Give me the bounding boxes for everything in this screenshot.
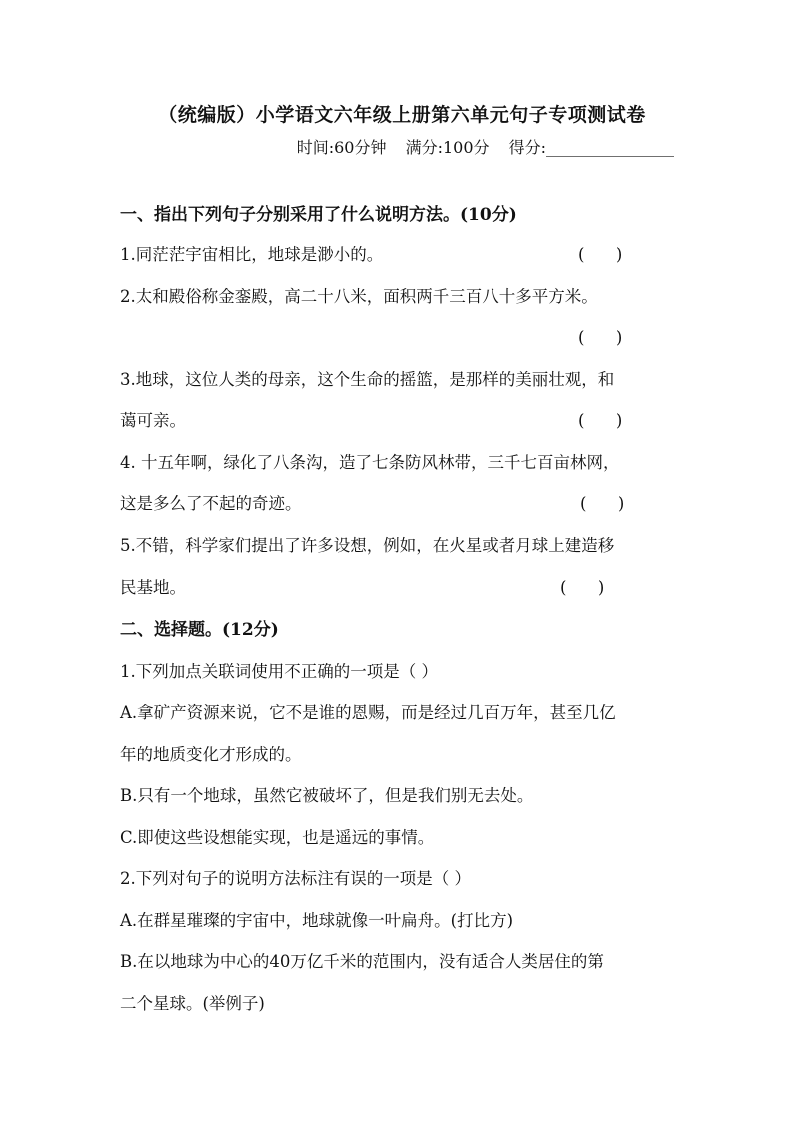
s2-question-1: 1.下列加点关联词使用不正确的一项是（ ） <box>120 662 438 681</box>
page-title: （统编版）小学语文六年级上册第六单元句子专项测试卷 <box>158 104 646 126</box>
s1-question-5-line1: 5.不错，科学家们提出了许多设想，例如，在火星或者月球上建造移 <box>120 536 615 555</box>
s2-q1-option-c: C.即使这些设想能实现，也是遥远的事情。 <box>120 828 435 847</box>
s1-question-1: 1.同茫茫宇宙相比，地球是渺小的。 <box>120 245 384 264</box>
s2-q1-option-b: B.只有一个地球，虽然它被破坏了，但是我们别无去处。 <box>120 786 534 805</box>
full-score: 满分:100分 <box>405 138 490 157</box>
s1-question-5-line2: 民基地。 <box>120 578 186 597</box>
s1-q1-answer-blank: ( ) <box>578 245 623 264</box>
s1-question-4-line1: 4. 十五年啊，绿化了八条沟，造了七条防风林带，三千七百亩林网， <box>120 453 620 472</box>
s1-q4-answer-blank: ( ) <box>580 494 625 513</box>
s2-q2-option-b-line1: B.在以地球为中心的40万亿千米的范围内，没有适合人类居住的第 <box>120 952 604 971</box>
section1-heading: 一、指出下列句子分别采用了什么说明方法。(10分) <box>120 205 517 225</box>
s1-q5-answer-blank: ( ) <box>560 578 605 597</box>
s2-q2-option-b-line2: 二个星球。(举例子) <box>120 994 265 1013</box>
s1-question-4-line2: 这是多么了不起的奇迹。 <box>120 494 302 513</box>
s1-q2-answer-blank: ( ) <box>578 328 623 347</box>
s2-q1-option-a-line1: A.拿矿产资源来说，它不是谁的恩赐，而是经过几百万年，甚至几亿 <box>120 703 616 722</box>
s1-question-3-line1: 3.地球，这位人类的母亲，这个生命的摇篮，是那样的美丽壮观，和 <box>120 370 615 389</box>
s1-q3-answer-blank: ( ) <box>578 411 623 430</box>
exam-info <box>283 135 674 158</box>
s2-q2-option-a: A.在群星璀璨的宇宙中，地球就像一叶扁舟。(打比方) <box>120 911 514 930</box>
s1-question-2: 2.太和殿俗称金銮殿，高二十八米，面积两千三百八十多平方米。 <box>120 287 598 306</box>
section2-heading: 二、选择题。(12分) <box>120 620 279 640</box>
score-field: 得分:________________ <box>508 138 674 157</box>
s2-question-2: 2.下列对句子的说明方法标注有误的一项是（ ） <box>120 869 471 888</box>
s2-q1-option-a-line2: 年的地质变化才形成的。 <box>120 745 302 764</box>
time-limit: 时间:60分钟 <box>296 138 387 157</box>
s1-question-3-line2: 蔼可亲。 <box>120 411 186 430</box>
